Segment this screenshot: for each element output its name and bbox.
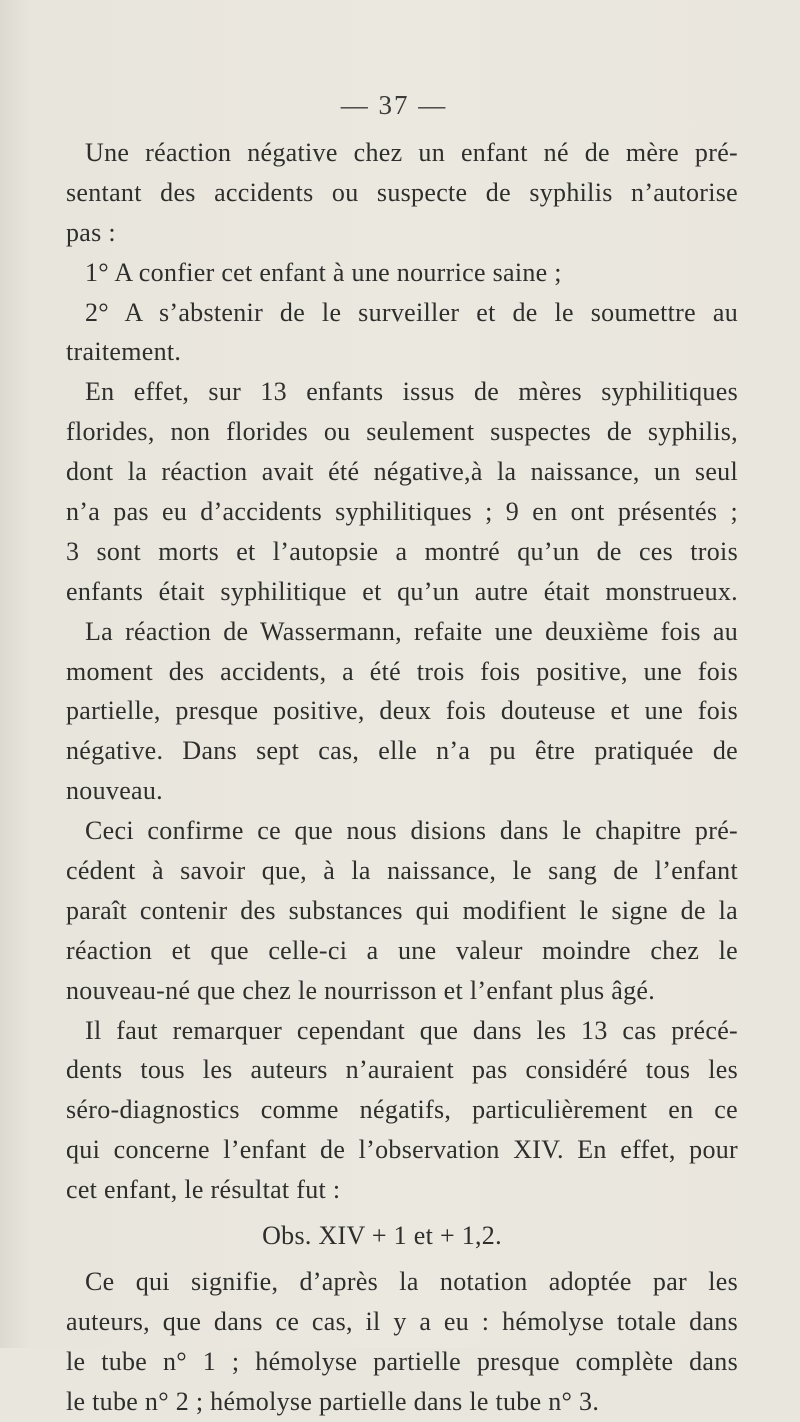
- text-line: sentant des accidents ou suspecte de syphilis n’autorise: [66, 177, 738, 207]
- text-line: le tube n° 1 ; hémolyse partielle presque complète dans: [66, 1346, 738, 1376]
- text-line: enfants était syphilitique et qu’un autre était monstrueux.: [66, 576, 738, 606]
- text-line: traitement.: [66, 337, 182, 367]
- text-line: partielle, presque positive, deux fois douteuse et une fois: [66, 696, 738, 726]
- text-line: le tube n° 2 ; hémolyse partielle dans le tube n° 3.: [66, 1386, 600, 1416]
- text-line: Ce qui signifie, d’après la notation adoptée par les: [85, 1267, 738, 1297]
- text-line: moment des accidents, a été trois fois positive, une fois: [66, 656, 738, 686]
- text-line: nouveau-né que chez le nourrisson et l’enfant plus âgé.: [66, 975, 656, 1005]
- text-line: 2° A s’abstenir de le surveiller et de le soumettre au: [85, 297, 738, 327]
- text-line: auteurs, que dans ce cas, il y a eu : hémolyse totale dans: [66, 1306, 738, 1336]
- text-line: séro-diagnostics comme négatifs, particulièrement en ce: [66, 1095, 738, 1125]
- text-line: cédent à savoir que, à la naissance, le sang de l’enfant: [66, 856, 738, 886]
- text-line: florides, non florides ou seulement suspectes de syphilis,: [66, 417, 738, 447]
- text-line: Ceci confirme ce que nous disions dans le chapitre pré-: [85, 816, 738, 846]
- text-line: négative. Dans sept cas, elle n’a pu être pratiquée de: [66, 736, 738, 766]
- text-line: dents tous les auteurs n’auraient pas considéré tous les: [66, 1055, 738, 1085]
- text-line: La réaction de Wassermann, refaite une deuxième fois au: [85, 616, 738, 646]
- text-line: En effet, sur 13 enfants issus de mères syphilitiques: [85, 377, 738, 407]
- text-line: paraît contenir des substances qui modifient le signe de la: [66, 895, 738, 925]
- text-line: cet enfant, le résultat fut :: [66, 1175, 341, 1205]
- text-line: Il faut remarquer cependant que dans les 13 cas précé-: [85, 1015, 738, 1045]
- text-line: dont la réaction avait été négative,à la naissance, un seul: [66, 457, 738, 487]
- text-line: pas :: [66, 217, 116, 247]
- page-number: — 37 —: [340, 90, 448, 120]
- text-line: 3 sont morts et l’autopsie a montré qu’un de ces trois: [66, 536, 738, 566]
- body-text: [66, 133, 738, 1422]
- text-line: Obs. XIV + 1 et + 1,2.: [262, 1221, 502, 1251]
- text-line: 1° A confier cet enfant à une nourrice saine ;: [85, 257, 562, 287]
- text-line: réaction et que celle-ci a une valeur moindre chez le: [66, 935, 738, 965]
- text-line: n’a pas eu d’accidents syphilitiques ; 9 en ont présentés ;: [66, 497, 738, 527]
- text-line: Une réaction négative chez un enfant né de mère pré-: [85, 138, 738, 167]
- text-line: qui concerne l’enfant de l’observation XIV. En effet, pour: [66, 1135, 738, 1165]
- text-line: nouveau.: [66, 776, 163, 806]
